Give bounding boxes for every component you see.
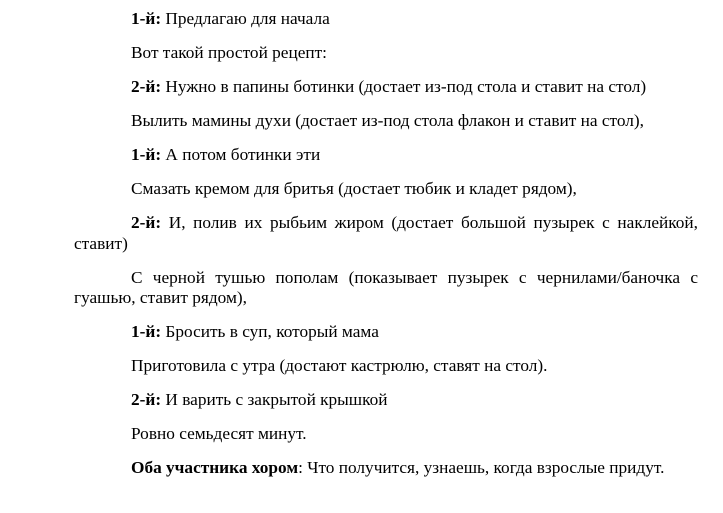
paragraph-8 (74, 268, 698, 309)
paragraph-1 (74, 9, 698, 30)
paragraph-text: Предлагаю для начала (161, 9, 330, 28)
paragraph-text: С черной тушью пополам (показывает пузырек с чернилами/баночка с гуашью, ставит рядом), (74, 267, 698, 307)
paragraph-text: Приготовила с утра (достают кастрюлю, ставят на стол). (131, 356, 548, 375)
paragraph-text: Смазать кремом для бритья (достает тюбик и кладет рядом), (131, 179, 577, 198)
paragraph-text: И, полив их рыбьим жиром (достает большой пузырек с наклейкой, ставит) (74, 213, 698, 253)
speaker-label: 2-й: (131, 77, 162, 96)
paragraph-text: Нужно в папины ботинки (достает из-под стола и ставит на стол) (161, 77, 647, 96)
paragraph-text: Вот такой простой рецепт: (131, 43, 327, 62)
speaker-label: 2-й: (131, 390, 162, 409)
paragraph-5 (74, 145, 698, 166)
paragraph-12 (74, 424, 698, 445)
paragraph-text: Вылить мамины духи (достает из-под стола флакон и ставит на стол), (131, 111, 644, 130)
paragraph-7 (74, 213, 698, 254)
paragraph-13 (74, 458, 698, 479)
speaker-label: Оба участника хором (131, 458, 299, 477)
paragraph-11 (74, 390, 698, 411)
speaker-label: 2-й: (131, 213, 162, 232)
speaker-label: 1-й: (131, 145, 162, 164)
document-page (74, 9, 698, 492)
paragraph-10 (74, 356, 698, 377)
paragraph-6 (74, 179, 698, 200)
paragraph-text: И варить с закрытой крышкой (161, 390, 388, 409)
speaker-label: 1-й: (131, 9, 162, 28)
paragraph-text: Бросить в суп, который мама (161, 322, 379, 341)
paragraph-9 (74, 322, 698, 343)
paragraph-3 (74, 77, 698, 98)
paragraph-text: : Что получится, узнаешь, когда взрослые придут. (298, 458, 665, 477)
paragraph-text: А потом ботинки эти (161, 145, 321, 164)
paragraph-2 (74, 43, 698, 64)
speaker-label: 1-й: (131, 322, 162, 341)
paragraph-4 (74, 111, 698, 132)
paragraph-text: Ровно семьдесят минут. (131, 424, 307, 443)
